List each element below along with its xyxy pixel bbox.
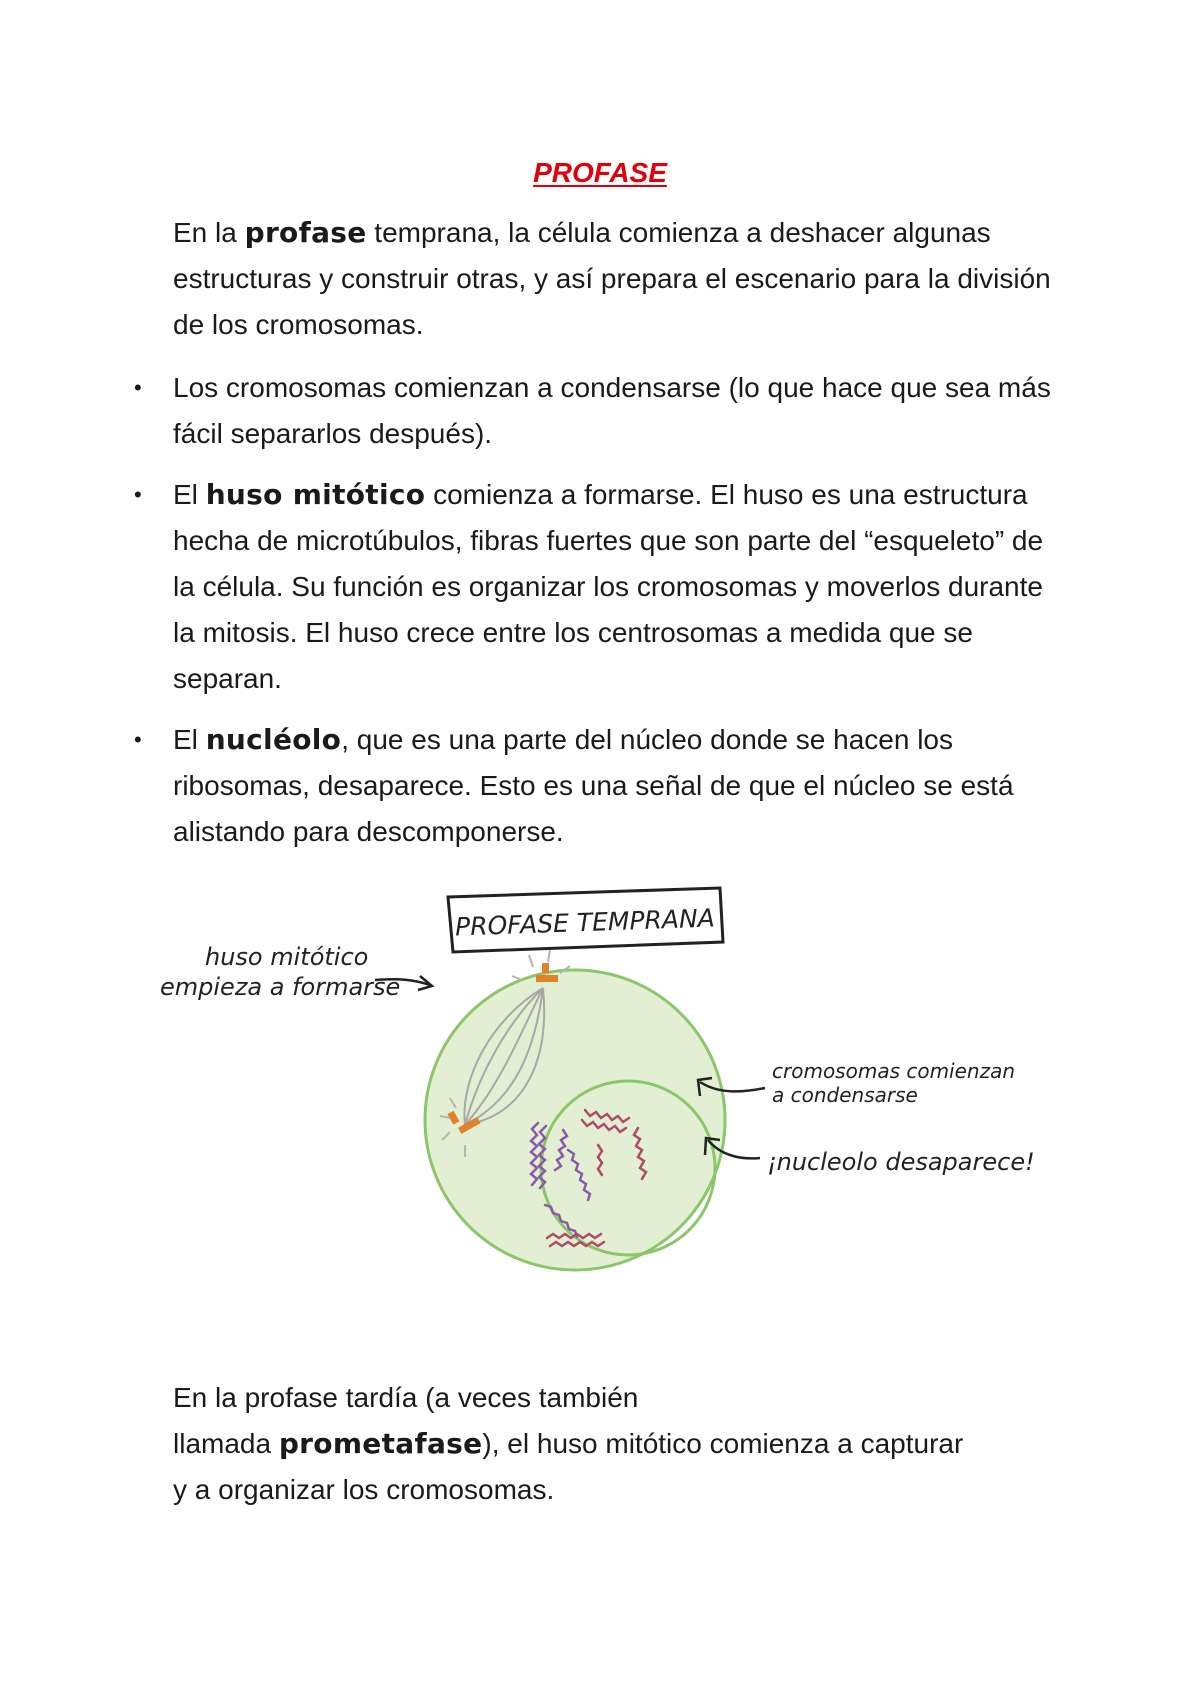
bullet-bold-term: nucléolo (205, 723, 342, 756)
late-prophase-paragraph (173, 1375, 1053, 1513)
intro-text-before: En la (173, 217, 245, 248)
bullet-text: Los cromosomas comienzan a condensarse (lo que hace que sea más fácil separarlos después). (173, 372, 1051, 449)
late-line-2-after: ), el huso mitótico comienza a capturar (482, 1428, 964, 1459)
page-title: PROFASE (533, 157, 667, 188)
label-spindle-line2: empieza a formarse (160, 973, 401, 1001)
bullet-text-before: El (173, 724, 206, 755)
bullet-bold-term: huso mitótico (205, 478, 426, 511)
centrosome-top (536, 975, 558, 982)
intro-bold-term: profase (244, 216, 367, 249)
late-line-3: y a organizar los cromosomas. (173, 1474, 555, 1505)
bullet-text-before: El (173, 479, 206, 510)
bullet-text-after: , que es una parte del núcleo donde se hacen los ribosomas, desaparece. Esto es una señal de que el núcleo se está alistando para descomponerse. (173, 724, 1014, 847)
bullet-marker: • (134, 482, 142, 507)
bullet-text-after: comienza a formarse. El huso es una estructura hecha de microtúbulos, fibras fuertes que son parte del “esqueleto” de la célula. Su función es organizar los cromosomas y moverlos durante la mitosis. El huso crece entre los centrosomas a medida que se separan. (173, 479, 1044, 694)
bullet-item-spindle (173, 472, 1053, 702)
centrosome-top-stub (542, 963, 549, 973)
label-spindle-line1: huso mitótico (205, 943, 369, 971)
late-line-2-before: llamada (173, 1428, 279, 1459)
late-line-1: En la profase tardía (a veces también (173, 1382, 639, 1413)
intro-paragraph (173, 210, 1053, 348)
late-line-2 (173, 1421, 1053, 1467)
prophase-diagram (160, 870, 1060, 1310)
diagram-heading: PROFASE TEMPRANA (454, 903, 716, 942)
bullet-marker: • (134, 375, 142, 400)
late-bold-term: prometafase (278, 1427, 483, 1460)
bullet-item-condense (173, 365, 1053, 457)
bullet-marker: • (134, 727, 142, 752)
label-chromosomes-line2: a condensarse (772, 1083, 918, 1107)
intro-text-after: temprana, la célula comienza a deshacer algunas estructuras y construir otras, y así prepara el escenario para la división de los cromosomas. (173, 217, 1051, 340)
label-chromosomes-line1: cromosomas comienzan (772, 1059, 1016, 1083)
label-nucleolus: ¡nucleolo desaparece! (767, 1148, 1035, 1176)
bullet-item-nucleolus (173, 717, 1053, 855)
